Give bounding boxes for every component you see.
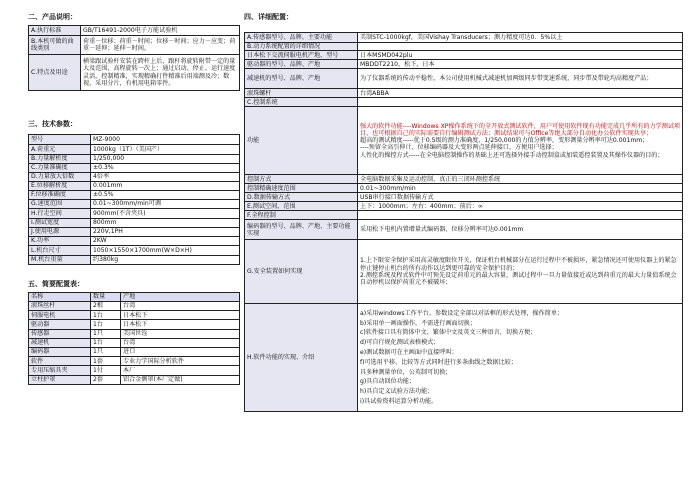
table-row (29, 36, 240, 55)
table-row (245, 184, 683, 193)
software-line: b)采用单一画面操作，不需进行画面切换； (360, 319, 476, 327)
software-line: 具多种测量单位，公英制可切换； (360, 368, 452, 376)
detail-value: MBDDT2210、松下、日本 (358, 60, 683, 69)
table-row (29, 347, 240, 356)
config-origin: 美国世铨 (121, 329, 240, 338)
detail-value (358, 98, 683, 107)
table-row (29, 329, 240, 338)
software-line: h)具自定义试验方法功能； (360, 388, 434, 396)
table-row (29, 191, 240, 200)
table-row (29, 302, 240, 311)
spec-key: C.力量准确度 (29, 164, 91, 173)
control-key: D.数据传输方式 (245, 193, 358, 202)
product-table (28, 25, 240, 91)
config-name: 伺服电机 (29, 311, 91, 320)
table-row (29, 200, 240, 209)
software-line: f)可选用平移、比较等方式同时进行多条曲线之数据比较； (360, 358, 517, 366)
right-column (244, 0, 683, 412)
config-origin: 专业力学国际分析软件 (121, 357, 240, 366)
table-row (29, 256, 240, 265)
spec-key: E.位移解析度 (29, 182, 91, 191)
table-row (245, 304, 683, 412)
spec-key: G.速度范围 (29, 200, 91, 209)
spec-value: 800mm (91, 219, 240, 228)
spec-key: A.荷重元 (29, 145, 91, 155)
config-origin: 铝合金侧罩(本厂定做) (121, 375, 240, 384)
config-origin: 台湾 (121, 302, 240, 311)
spec-key: I.测试宽度 (29, 219, 91, 228)
software-key: H.软件功能的实现、介绍 (245, 304, 358, 412)
config-name: 传感器 (29, 329, 91, 338)
product-value: 横梁跟试验杆安装在跨杆上后，跟杆将旋转附带一定的量大及范围，高程旋转一次上；通过启动、停止、运行速度灵活，控制精准，实现精确打件精准后用端测及冷；数视，采用分片，有机用电箱零件。 (81, 55, 240, 91)
config-origin: 台湾 (121, 338, 240, 347)
table-row (245, 69, 683, 89)
config-name: 减速机 (29, 338, 91, 347)
detail-section-title: 四、详细配置： (244, 13, 293, 21)
spec-value: 220V,1PH (91, 228, 240, 237)
table-row (245, 107, 683, 175)
control-value: 上下：1000mm；左右：400mm；前后：∞ (358, 202, 683, 211)
left-column (28, 0, 240, 385)
spec-key: L.机台尺寸 (29, 246, 91, 256)
spec-value: 4倍率 (91, 173, 240, 182)
config-origin: 日本松下 (121, 320, 240, 329)
config-qty: 1付 (91, 366, 121, 375)
product-section-title: 二、产品说明： (28, 13, 77, 21)
table-row (29, 145, 240, 155)
table-row (29, 357, 240, 366)
table-row (29, 246, 240, 256)
config-header-name: 名称 (29, 293, 91, 302)
software-line: g)具自动回位功能； (360, 378, 415, 386)
function-line: ----预留全高引伸计、位移编码器及大变形两点延伸接口，方便用户选择； (360, 144, 558, 152)
table-row (245, 220, 683, 240)
config-name: 滚珠丝杆 (29, 302, 91, 311)
config-name: 立柱护罩 (29, 375, 91, 384)
config-qty: 2根 (91, 302, 121, 311)
spec-key: B.力量解析度 (29, 155, 91, 164)
function-line: 强大的软件功能----Windows XP操作系统下的全开放式测试软件，用户可使用软件现有功能完成几乎所有的力学测试项目，也可根据自己的实际需要自行编辑测试方法；测试结果可与Office等绝大部分自动化办公软件实现共享； (360, 122, 681, 137)
detail-key: C.控制系统 (245, 98, 358, 107)
detail-value: 美制STC-1000kgf，美国Vishay Transducers；测力精度可达0．5%以上 (358, 33, 683, 43)
table-row (245, 240, 683, 304)
config-origin: 进口 (121, 347, 240, 356)
control-key: F.全程控制 (245, 211, 358, 220)
table-row (245, 98, 683, 107)
product-value: 荷重－位移；荷重－时间；位移－时间；应力－应变；荷重－延伸；延伸－时间。 (81, 36, 240, 55)
table-row (245, 175, 683, 184)
function-line: 超高的测试精度-----优于0.5级的测力准确度，1/250,000的力值分辨率，变形测量分辨率可达0.001mm； (360, 137, 649, 145)
specs-table (28, 134, 240, 265)
table-row (245, 43, 683, 51)
detail-key: 滚珠螺杆 (245, 89, 358, 98)
spec-value: 900mm(不含夹具) (91, 209, 240, 219)
software-value (358, 304, 683, 412)
control-value: 全电脑数据采集及运动控制，真正的三闭环测控系统 (358, 175, 683, 184)
config-header-origin: 产地 (121, 293, 240, 302)
detail-key: 减速机的型号、品牌、产地 (245, 69, 358, 89)
config-name: 专用压缩具夹 (29, 366, 91, 375)
spec-key: K.功率 (29, 237, 91, 246)
config-qty: 1台 (91, 311, 121, 320)
detail-key: 日本松下交流伺服电机产地、型号 (245, 51, 358, 60)
table-row (29, 237, 240, 246)
spec-value: 1000kg（1T）（美国产） (91, 145, 240, 155)
config-qty: 1台 (91, 320, 121, 329)
table-row (245, 193, 683, 202)
config-name: 软件 (29, 357, 91, 366)
spec-value: ±0.3% (91, 164, 240, 173)
software-line: d)可自行规化测试表格模式； (360, 339, 440, 347)
spec-key: J.使用电源 (29, 228, 91, 237)
spec-value: MZ-9000 (91, 135, 240, 145)
control-value: 0.01~300mm/min (358, 184, 683, 193)
detail-value: 日本MSMD042plu (358, 51, 683, 60)
table-row (245, 202, 683, 211)
safety-key: G.安全装置如何实现 (245, 240, 358, 304)
table-row (29, 219, 240, 228)
encoder-key: 编码器的型号、品牌、产地、主要功能实现 (245, 220, 358, 240)
product-key: B.本机可做的曲线类别 (29, 36, 81, 55)
table-row (29, 311, 240, 320)
spec-value: 1050×1550×1700mm(W×D×H) (91, 246, 240, 256)
table-row (29, 55, 240, 91)
table-row (245, 51, 683, 60)
detail-key: 驱动器的型号、品牌、产地 (245, 60, 358, 69)
config-qty: 2套 (91, 375, 121, 384)
table-row (29, 135, 240, 145)
software-line: e)测试数据可在主画面中直接呼叫； (360, 349, 458, 356)
software-line: c)软件接口具有简体中文、繁体中文及英文三种语言，切换方便； (360, 329, 537, 337)
spec-key: 型号 (29, 135, 91, 145)
table-row (29, 366, 240, 375)
table-row (29, 375, 240, 384)
safety-line: 2.测控系统及程式软件中可预先设定荷重元的最大容量，测试过程中一旦力量值接近或达到荷重元的最大力量值系统会自动停机以保护荷重元不被破坏； (360, 271, 677, 287)
spec-key: M.机台重量 (29, 256, 91, 265)
config-qty: 1只 (91, 347, 121, 356)
control-value (358, 211, 683, 220)
spec-key: F.位移准确度 (29, 191, 91, 200)
spec-value: 1/250,000 (91, 155, 240, 164)
spec-value: 0.001mm (91, 182, 240, 191)
config-origin: 日本松下 (121, 311, 240, 320)
detail-key: A.传感器型号、品牌、主要功能 (245, 33, 358, 43)
table-row (29, 26, 240, 36)
config-qty: 1台 (91, 338, 121, 347)
config-name: 编码器 (29, 347, 91, 356)
table-row (245, 211, 683, 220)
function-line: 人性化的操控方式-----在全电脑控制操作的基础上还可选择外接手动控制盒或加装遥控装置及其操作仪器的目的； (360, 151, 664, 159)
config-header-qty: 数量 (91, 293, 121, 302)
detail-key: B.动力系统配置的详细情况 (245, 43, 358, 51)
product-key: C.特点及用途 (29, 55, 81, 91)
table-row (29, 338, 240, 347)
spec-value: 0.01~300mm/min可调 (91, 200, 240, 209)
spec-key: H.行走空间 (29, 209, 91, 219)
safety-line: 1.上下限安全保护采用高灵敏度限位开关，保证机台机械部分在运行过程中不被损坏，紧急情况还可使用仪器上的紧急停止键停止机台的所有动作以达到更可靠的安全保护目的； (360, 257, 677, 272)
config-table (28, 292, 240, 385)
table-row (29, 155, 240, 164)
spec-value: 2KW (91, 237, 240, 246)
spec-value: 约380kg (91, 256, 240, 265)
control-key: E.测试空间、范围 (245, 202, 358, 211)
product-key: A.执行标准 (29, 26, 81, 36)
table-row (29, 164, 240, 173)
software-lines (360, 309, 680, 407)
function-key: 功能 (245, 107, 358, 175)
function-value (358, 107, 683, 175)
spec-key: D.力量放大倍数 (29, 173, 91, 182)
table-row (29, 228, 240, 237)
software-line: a)采用windows工作平台，参数设定全部以对话框的形式处理，操作简单； (360, 309, 564, 317)
control-value: USB串行接口数据传输方式 (358, 193, 683, 202)
detail-table (244, 32, 683, 412)
table-row (29, 182, 240, 191)
detail-value: 为了仪器系统的传动平稳性，本公司使用机械式减速机加两级同步带变速系统，同步带及带轮均高精度产品； (358, 69, 683, 89)
specs-section-title: 三、技术参数： (28, 120, 77, 128)
table-row (245, 89, 683, 98)
table-header-row (29, 293, 240, 302)
software-line: i)具试验资料运算分析功能。 (360, 397, 438, 405)
control-key: 控制精确速度范围 (245, 184, 358, 193)
config-name: 驱动器 (29, 320, 91, 329)
control-key: 控制方式 (245, 175, 358, 184)
config-origin: 本厂 (121, 366, 240, 375)
table-row (29, 173, 240, 182)
safety-value (358, 240, 683, 304)
config-qty: 1套 (91, 357, 121, 366)
detail-value (358, 43, 683, 51)
config-qty: 1只 (91, 329, 121, 338)
product-value: GB/T16491-2000电子万能试验机 (81, 26, 240, 36)
table-row (29, 320, 240, 329)
table-row (29, 209, 240, 219)
detail-value: 台湾ABBA (358, 89, 683, 98)
config-section-title: 五、简要配置表： (28, 280, 84, 288)
table-row (245, 60, 683, 69)
encoder-value: 采用松下电机内置增量式编码器，位移分辨率可达0.001mm (358, 220, 683, 240)
spec-value: ±0.5% (91, 191, 240, 200)
table-row (245, 33, 683, 43)
